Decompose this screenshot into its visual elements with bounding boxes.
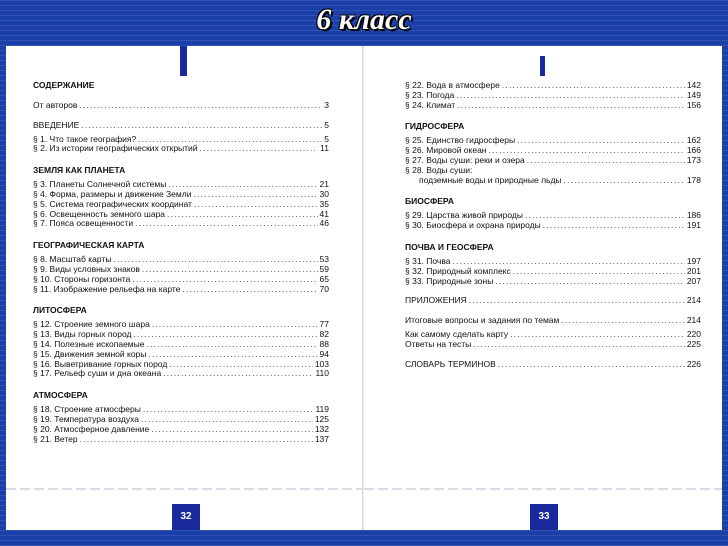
toc-entry: [405, 176, 701, 186]
toc-entry-page: 142: [686, 80, 701, 90]
dot-leader: [142, 265, 318, 275]
toc-entry-title: § 4. Форма, размеры и движение Земли: [33, 188, 192, 199]
toc-entry-title: Ответы на тесты: [405, 338, 472, 349]
dot-leader: [79, 101, 322, 111]
toc-entry-title: § 20. Атмосферное давление: [33, 423, 150, 434]
section-heading: ЛИТОСФЕРА: [33, 305, 87, 316]
toc-entry-title: § 12. Строение земного шара: [33, 319, 150, 330]
dot-leader: [561, 316, 684, 326]
toc-entry-page: 30: [319, 188, 329, 199]
toc-entry-page: 53: [319, 254, 329, 265]
dot-leader: [502, 81, 685, 91]
dot-leader: [473, 340, 685, 350]
toc-entry-page: 88: [319, 338, 329, 349]
dot-leader: [146, 340, 317, 350]
toc-entry-title: ВВЕДЕНИЕ: [33, 119, 80, 130]
toc-entry-page: 41: [319, 208, 329, 219]
page-number-right: 33: [530, 504, 558, 530]
dot-leader: [163, 369, 313, 379]
toc-entry-title: § 3. Планеты Солнечной системы: [33, 179, 167, 190]
toc-entry: [33, 219, 329, 229]
toc-entry-title: § 14. Полезные ископаемые: [33, 338, 145, 349]
toc-entry-title: § 27. Воды суши: реки и озера: [405, 154, 525, 165]
dot-leader: [193, 190, 317, 200]
toc-entry-title: § 31. Почва: [405, 255, 451, 266]
page-tab-marker: [180, 46, 187, 76]
toc-entry-title: § 29. Царства живой природы: [405, 210, 523, 221]
toc-entry-page: 11: [320, 143, 329, 154]
toc-entry-title: § 17. Рельеф суши и дна океана: [33, 368, 162, 379]
dot-leader: [513, 267, 685, 277]
dot-leader: [151, 425, 313, 435]
toc-entry-page: 119: [315, 404, 329, 415]
dot-leader: [525, 211, 685, 221]
toc-entry-title: § 2. Из истории географических открытий: [33, 143, 198, 154]
toc-entry-title: § 8. Масштаб карты: [33, 254, 112, 265]
toc-entry-page: 191: [686, 220, 701, 231]
toc-entry-title: § 26. Мировой океан: [405, 145, 487, 156]
right-page: [364, 46, 722, 530]
toc-entry-page: 82: [319, 329, 329, 340]
section-heading: ЗЕМЛЯ КАК ПЛАНЕТА: [33, 165, 126, 176]
toc-entry-page: 220: [686, 328, 701, 339]
toc-entry-page: 35: [319, 198, 329, 209]
toc-entry: [405, 316, 701, 326]
toc-entry-title: § 32. Природный комплекс: [405, 265, 511, 276]
toc-entry-title: § 24. Климат: [405, 99, 456, 110]
dot-leader: [152, 320, 318, 330]
toc-entry-title: § 21. Ветер: [33, 433, 78, 444]
dot-leader: [517, 136, 685, 146]
toc-entry-title: От авторов: [33, 100, 78, 110]
toc-entry-title: § 28. Воды суши:: [405, 164, 473, 175]
toc-entry-page: 225: [686, 338, 701, 349]
toc-entry-title: § 11. Изображение рельефа на карте: [33, 283, 181, 294]
section-heading: ГИДРОСФЕРА: [405, 121, 465, 132]
toc-entry-title: § 22. Вода в атмосфере: [405, 80, 500, 90]
toc-entry-page: 214: [686, 315, 701, 326]
toc-entry-title: § 25. Единство гидросферы: [405, 135, 516, 146]
toc-entry: [405, 296, 701, 306]
toc-entry-page: 166: [686, 145, 701, 156]
toc-entry-page: 186: [686, 210, 701, 221]
toc-entry-page: 178: [686, 174, 701, 185]
toc-entry-page: 137: [314, 433, 329, 444]
toc-entry-title: подземные воды и природные льды: [419, 174, 562, 185]
toc-entry-page: 197: [686, 255, 701, 266]
dot-leader: [113, 255, 317, 265]
toc-entry-title: § 19. Температура воздуха: [33, 413, 139, 424]
toc-entry-page: 173: [686, 154, 701, 165]
toc-entry-page: 46: [319, 218, 329, 229]
toc-entry-title: § 5. Система географических координат: [33, 198, 192, 209]
toc-entry-page: 103: [314, 358, 329, 369]
toc-entry-page: 156: [686, 99, 701, 110]
toc-entry-page: 125: [314, 413, 329, 424]
toc-entry: [405, 277, 701, 287]
toc-entry-page: 65: [319, 273, 329, 284]
toc-entry-title: § 1. Что такое география?: [33, 133, 137, 144]
toc-entry-title: СЛОВАРЬ ТЕРМИНОВ: [405, 358, 496, 369]
section-heading: СОДЕРЖАНИЕ: [33, 80, 95, 90]
toc-entry: [405, 101, 701, 111]
toc-entry-title: § 33. Природные зоны: [405, 275, 494, 286]
toc-entry: [33, 101, 329, 111]
dot-leader: [81, 121, 322, 131]
dot-leader: [527, 156, 685, 166]
dot-leader: [498, 360, 685, 370]
section-heading: ПОЧВА И ГЕОСФЕРА: [405, 241, 494, 252]
toc-entry: [33, 435, 329, 445]
section-heading: ГЕОГРАФИЧЕСКАЯ КАРТА: [33, 240, 145, 251]
toc-entry-title: § 30. Биосфера и охрана природы: [405, 220, 541, 231]
toc-entry: [405, 340, 701, 350]
toc-entry: [33, 121, 329, 131]
toc-entry-title: § 16. Выветривание горных пород: [33, 358, 168, 369]
dot-leader: [543, 221, 685, 231]
dot-leader: [169, 360, 313, 370]
toc-entry-title: Как самому сделать карту: [405, 328, 509, 339]
section-heading: АТМОСФЕРА: [33, 390, 88, 401]
dot-leader: [564, 176, 685, 186]
toc-entry-title: § 15. Движения земной коры: [33, 348, 147, 359]
dot-leader: [80, 435, 313, 445]
toc-entry-page: 201: [686, 265, 701, 276]
toc-entry-page: 162: [686, 135, 701, 146]
toc-entry-title: ПРИЛОЖЕНИЯ: [405, 295, 467, 306]
dot-leader: [182, 285, 317, 295]
toc-entry: [405, 360, 701, 370]
table-of-contents-right: [405, 81, 701, 373]
toc-entry-title: § 18. Строение атмосферы: [33, 404, 141, 415]
dot-leader: [148, 350, 317, 360]
dot-leader: [456, 91, 685, 101]
dot-leader: [495, 277, 685, 287]
toc-entry-page: 149: [686, 89, 701, 100]
toc-entry-page: 77: [319, 319, 329, 330]
toc-entry-page: 110: [315, 368, 329, 379]
toc-entry-page: 214: [686, 295, 701, 306]
dot-leader: [133, 330, 317, 340]
toc-entry-title: § 6. Освещенность земного шара: [33, 208, 166, 219]
dot-leader: [469, 296, 685, 306]
page-title: 6 класс: [316, 3, 412, 36]
toc-entry-page: 59: [319, 263, 329, 274]
toc-entry-title: § 23. Погода: [405, 89, 455, 100]
toc-entry-title: § 10. Стороны горизонта: [33, 273, 131, 284]
page-number-left: 32: [172, 504, 200, 530]
toc-entry-page: 207: [686, 275, 701, 286]
dot-leader: [194, 200, 318, 210]
toc-entry-page: 21: [319, 179, 329, 190]
toc-entry: [33, 144, 329, 154]
toc-entry-page: 5: [324, 119, 329, 130]
toc-entry: [33, 369, 329, 379]
dot-leader: [200, 144, 319, 154]
toc-entry: [405, 221, 701, 231]
toc-entry-page: 70: [319, 283, 329, 294]
dot-leader: [510, 330, 685, 340]
toc-entry-page: 5: [324, 133, 329, 144]
page-tab-marker: [540, 56, 545, 76]
toc-entry-page: 3: [324, 100, 329, 110]
toc-entry: [33, 285, 329, 295]
toc-entry-title: § 9. Виды условных знаков: [33, 263, 140, 274]
dot-leader: [457, 101, 685, 111]
toc-entry-title: Итоговые вопросы и задания по темам: [405, 315, 560, 326]
dot-leader: [167, 210, 318, 220]
toc-entry-page: 132: [314, 423, 329, 434]
toc-entry-title: § 13. Виды горных пород: [33, 329, 132, 340]
dot-leader: [141, 415, 313, 425]
toc-entry-title: § 7. Пояса освещенности: [33, 218, 134, 229]
dot-leader: [143, 405, 314, 415]
toc-entry-page: 94: [319, 348, 329, 359]
section-heading: БИОСФЕРА: [405, 196, 454, 207]
toc-entry-page: 226: [686, 358, 701, 369]
dot-leader: [135, 219, 317, 229]
table-of-contents-left: [33, 80, 329, 444]
left-page: [6, 46, 364, 530]
